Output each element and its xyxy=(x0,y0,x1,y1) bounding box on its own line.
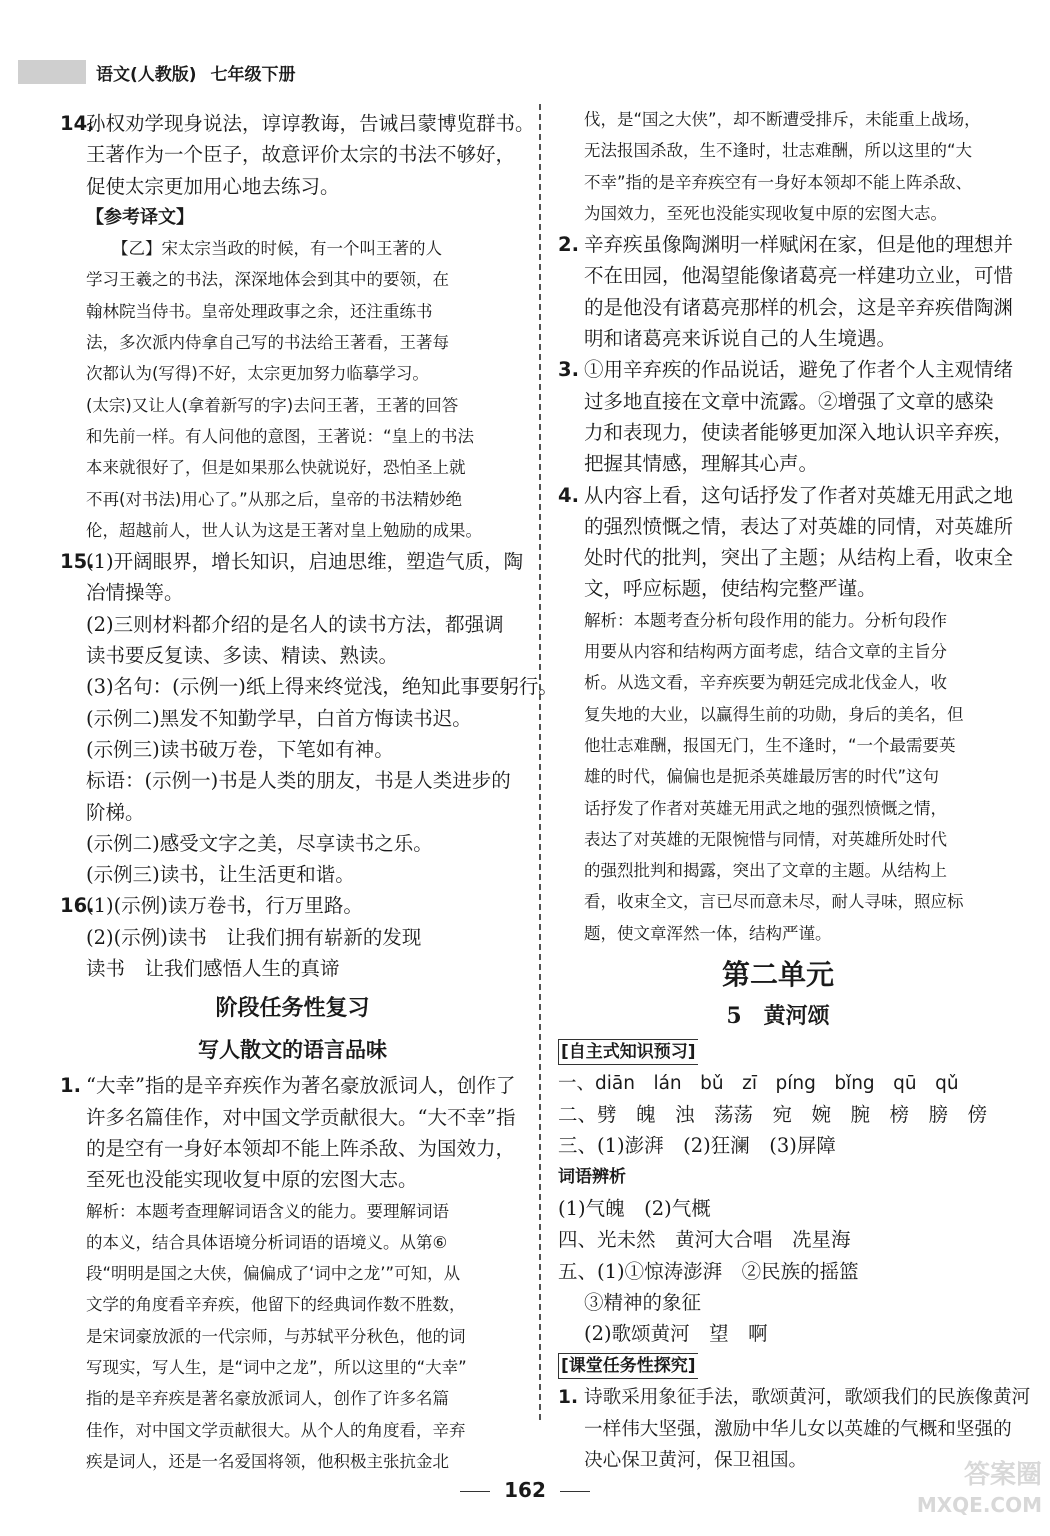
text-line: 文，呼应标题，使结构完整严谨。 xyxy=(584,577,877,601)
text-line: 无法报国杀敌，生不逢时，壮志难酬，所以这里的“大 xyxy=(584,141,973,161)
preview-line: 二、劈 魄 浊 荡荡 宛 婉 腕 榜 膀 傍 xyxy=(558,1103,988,1127)
text-line: 许多名篇佳作，对中国文学贡献很大。“大不幸”指 xyxy=(86,1105,516,1129)
preview-line: 四、光未然 黄河大合唱 冼星海 xyxy=(558,1228,851,1252)
text-line: 不幸”指的是辛弃疾空有一身好本领却不能上阵杀敌、 xyxy=(584,172,973,192)
column-divider xyxy=(539,104,541,1420)
text-line: 不再(对书法)用心了。”从那之后，皇帝的书法精妙绝 xyxy=(86,489,463,509)
text-line: 指的是辛弃疾是著名豪放派词人，创作了许多名篇 xyxy=(86,1389,449,1409)
answer-15 xyxy=(60,546,558,890)
right-column xyxy=(558,104,1031,1476)
text-line: 读书要反复读、多读、精读、熟读。 xyxy=(86,644,399,668)
review-answer-2 xyxy=(558,229,1014,354)
text-line: 过多地直接在文章中流露。②增强了文章的感染 xyxy=(584,389,994,413)
preview-line: 五、(1)①惊涛澎湃 ②民族的摇篮 xyxy=(558,1259,859,1283)
page-number: 162 xyxy=(504,1478,546,1502)
text-line: 题，使文章浑然一体，结构严谨。 xyxy=(584,923,832,943)
text-line: 的强烈批判和揭露，突出了文章的主题。从结构上 xyxy=(584,861,947,881)
text-line: 标语：(示例一)书是人类的朋友，书是人类进步的 xyxy=(86,769,511,793)
answer-number: 14. xyxy=(60,112,95,135)
text-line: 雄的时代，偏偏也是扼杀英雄最厉害的时代”这句 xyxy=(584,767,940,787)
text-line: 复失地的大业，以赢得生前的功勋，身后的美名，但 xyxy=(584,704,964,724)
text-line: 解析：本题考查理解词语含义的能力。要理解词语 xyxy=(86,1201,449,1221)
text-line: 和先前一样。有人问他的意图，王著说：“皇上的书法 xyxy=(86,426,475,446)
reference-translation xyxy=(60,233,525,546)
text-line: 促使太宗更加用心地去练习。 xyxy=(86,174,340,198)
text-line: 明和诸葛亮来诉说自己的人生境遇。 xyxy=(584,327,897,351)
section-title: 阶段任务性复习 xyxy=(215,996,370,1022)
analysis-1-continued xyxy=(558,104,998,229)
text-line: 写现实，写人生，是“词中之龙”，所以这里的“大幸” xyxy=(86,1357,467,1377)
lesson-title: 5 黄河颂 xyxy=(726,1003,830,1030)
answer-14 xyxy=(60,108,535,202)
text-line: 看，收束全文，言已尽而意未尽，耐人寻味，照应标 xyxy=(584,892,964,912)
text-line: 孙权劝学现身说法，谆谆教诲，告诫吕蒙博览群书。 xyxy=(86,112,535,135)
answer-number: 15. xyxy=(60,550,95,574)
text-line: 一样伟大坚强，激励中华儿女以英雄的气概和坚强的 xyxy=(584,1418,1012,1440)
text-line: 佳作，对中国文学贡献很大。从个人的角度看，辛弃 xyxy=(86,1420,466,1440)
text-line: 的是他没有诸葛亮那样的机会，这是辛弃疾借陶渊 xyxy=(584,295,1014,319)
text-line: 的是空有一身好本领却不能上阵杀敌、为国效力， xyxy=(86,1136,516,1160)
text-line: 决心保卫黄河，保卫祖国。 xyxy=(584,1449,808,1471)
text-line: (2)三则材料都介绍的是名人的读书方法，都强调 xyxy=(86,612,504,636)
text-line: 把握其情感，理解其心声。 xyxy=(584,452,819,476)
text-line: 至死也没能实现收复中原的宏图大志。 xyxy=(86,1168,418,1192)
watermark-url: MXQE.COM xyxy=(916,1493,1042,1517)
answer-number: 1. xyxy=(558,1387,579,1409)
text-line: 法，多次派内侍拿自己写的书法给王著看，王著每 xyxy=(86,333,449,353)
text-line: (示例二)感受文字之美，尽享读书之乐。 xyxy=(86,831,433,855)
text-line: 不在田园，他渴望能像诸葛亮一样建功立业，可惜 xyxy=(584,264,1014,288)
text-line: 辛弃疾虽像陶渊明一样赋闲在家，但是他的理想并 xyxy=(584,233,1014,257)
header-subject: 语文(人教版) xyxy=(96,64,197,85)
watermark xyxy=(882,1460,1042,1530)
text-line: 段“明明是国之大侠，偏偏成了‘词中之龙’”可知，从 xyxy=(86,1264,461,1284)
text-line: 的强烈愤慨之情，表达了对英雄的同情，对英雄所 xyxy=(584,514,1014,538)
analysis-4 xyxy=(558,605,998,949)
text-line: (示例三)读书，让生活更和谐。 xyxy=(86,863,355,887)
answer-number: 3. xyxy=(558,358,579,382)
text-line: 是宋词豪放派的一代宗师，与苏轼平分秋色，他的词 xyxy=(86,1326,466,1346)
text-line: ①用辛弃疾的作品说话，避免了作者个人主观情绪 xyxy=(584,358,1014,382)
answer-16 xyxy=(60,890,525,984)
text-line: (示例二)黑发不知勤学早，白首方悔读书迟。 xyxy=(86,706,472,730)
left-column xyxy=(60,108,558,1477)
footer-dash xyxy=(560,1491,590,1492)
header-grade: 七年级下册 xyxy=(210,64,296,85)
answer-number: 1. xyxy=(60,1074,81,1098)
watermark-text: 答案圈 xyxy=(963,1460,1042,1490)
text-line: 从内容上看，这句话抒发了作者对英雄无用武之地 xyxy=(584,483,1014,507)
review-answer-4 xyxy=(558,480,1014,605)
footer-dash xyxy=(460,1491,490,1492)
text-line: 伦，超越前人，世人认为这是王著对皇上勉励的成果。 xyxy=(86,520,482,540)
text-line: 【乙】宋太宗当政的时候，有一个叫王著的人 xyxy=(112,239,442,259)
text-line: 为国效力，至死也没能实现收复中原的宏图大志。 xyxy=(584,203,947,223)
review-answer-1 xyxy=(60,1070,525,1195)
text-line: 文学的角度看辛弃疾，他留下的经典词作数不胜数， xyxy=(86,1295,466,1315)
text-line: 王著作为一个臣子，故意评价太宗的书法不够好， xyxy=(86,143,516,167)
preview-line: ③精神的象征 xyxy=(584,1290,702,1314)
text-line: 诗歌采用象征手法，歌颂黄河，歌颂我们的民族像黄河 xyxy=(584,1387,1031,1409)
text-line: (示例三)读书破万卷，下笔如有神。 xyxy=(86,737,394,761)
section-subtitle: 写人散文的语言品味 xyxy=(198,1038,387,1063)
text-line: 学习王羲之的书法，深深地体会到其中的要领，在 xyxy=(86,270,449,290)
header-gray-tab xyxy=(18,60,86,84)
preview-line: (1)气魄 (2)气概 xyxy=(558,1196,711,1220)
text-line: 力和表现力，使读者能够更加深入地认识辛弃疾， xyxy=(584,420,1014,444)
text-line: (3)名句：(示例一)纸上得来终觉浅，绝知此事要躬行。 xyxy=(86,675,558,699)
word-analysis-label: 词语辨析 xyxy=(558,1166,626,1187)
answer-number: 4. xyxy=(558,483,579,507)
pinyin-line: 一、diān lán bǔ zī píng bǐng qū qǔ xyxy=(558,1073,959,1095)
text-line: 表达了对英雄的无限惋惜与同情，对英雄所处时代 xyxy=(584,829,947,849)
unit-title: 第二单元 xyxy=(721,958,834,992)
text-line: 冶情操等。 xyxy=(86,581,184,605)
text-line: 疾是词人，还是一名爱国将领，他积极主张抗金北 xyxy=(86,1451,449,1471)
text-line: “大幸”指的是辛弃疾作为著名豪放派词人，创作了 xyxy=(86,1074,516,1098)
preview-line: (2)歌颂黄河 望 啊 xyxy=(584,1322,768,1346)
text-line: 话抒发了作者对英雄无用武之地的强烈愤慨之情， xyxy=(584,798,947,818)
text-line: 翰林院当侍书。皇帝处理政事之余，还注重练书 xyxy=(86,301,433,321)
preview-line: 三、(1)澎湃 (2)狂澜 (3)屏障 xyxy=(558,1134,836,1158)
text-line: 的本义，结合具体语境分析词语的语境义。从第⑥ xyxy=(86,1232,448,1252)
explore-tag: [课堂任务性探究] xyxy=(558,1353,698,1379)
text-line: 次都认为(写得)不好，太宗更加努力临摹学习。 xyxy=(86,364,429,384)
text-line: (1)(示例)读万卷书，行万里路。 xyxy=(86,894,363,918)
review-answer-3 xyxy=(558,354,1014,479)
page-header xyxy=(18,58,310,86)
reference-translation-title: 【参考译文】 xyxy=(86,206,194,228)
analysis-1 xyxy=(60,1196,525,1478)
text-line: (太宗)又让人(拿着新写的字)去问王著，王著的回答 xyxy=(86,395,459,415)
answer-number: 2. xyxy=(558,233,579,257)
text-line: 处时代的批判，突出了主题；从结构上看，收束全 xyxy=(584,546,1014,570)
text-line: 他壮志难酬，报国无门，生不逢时，“一个最需要英 xyxy=(584,735,956,755)
text-line: 读书 让我们感悟人生的真谛 xyxy=(86,957,340,981)
text-line: 析。从选文看，辛弃疾要为朝廷完成北伐金人，收 xyxy=(584,673,947,693)
answer-number: 16. xyxy=(60,894,95,918)
text-line: 用要从内容和结构两方面考虑，结合文章的主旨分 xyxy=(584,642,947,662)
text-line: (1)开阔眼界，增长知识，启迪思维，塑造气质，陶 xyxy=(86,550,524,574)
text-line: 阶梯。 xyxy=(86,800,145,824)
text-line: (2)(示例)读书 让我们拥有崭新的发现 xyxy=(86,925,422,949)
text-line: 本来就很好了，但是如果那么快就说好，恐怕圣上就 xyxy=(86,458,466,478)
text-line: 解析：本题考查分析句段作用的能力。分析句段作 xyxy=(584,610,947,630)
text-line: 伐，是“国之大侠”，却不断遭受排斥，未能重上战场， xyxy=(584,110,981,129)
preview-tag: [自主式知识预习] xyxy=(558,1039,698,1065)
